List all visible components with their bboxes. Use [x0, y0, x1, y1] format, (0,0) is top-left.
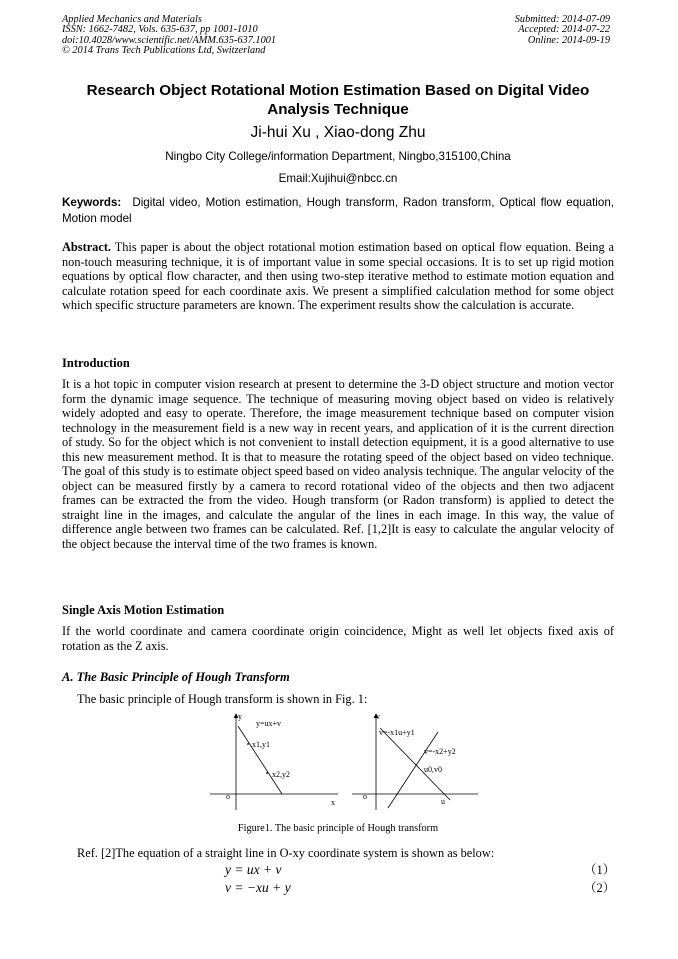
right-intersection-label: u0,v0 — [424, 765, 442, 774]
journal-name: Applied Mechanics and Materials — [62, 14, 202, 25]
hough-subsection-heading: A. The Basic Principle of Hough Transform — [62, 670, 290, 684]
online-date: Online: 2014-09-19 — [527, 34, 610, 46]
email: Email:Xujihui@nbcc.cn — [278, 172, 398, 185]
right-line1-label: v=-x1u+y1 — [379, 728, 415, 737]
left-line-label: y=ux+v — [256, 719, 282, 728]
copyright-line: © 2014 Trans Tech Publications Ltd, Switzerland — [62, 44, 266, 56]
right-x-label: u — [441, 797, 445, 806]
right-origin-label: o — [363, 792, 367, 801]
left-point1-label: x1,y1 — [252, 740, 270, 749]
hough-figure — [200, 708, 480, 816]
right-line-1 — [380, 728, 450, 800]
abstract-text: This paper is about the object rotational motion estimation based on optical flow equation. Being a non-touch measuring technique, it is of important value in some special occasions. It is to set up rigid motion equations by optical flow character, and then using two-step iterative method to estimate motion equation and calculate rotation speed for each coordinate axis. We present a simplified calculation method for some object which specific structure parameters are known. The experiment results show the calculation is accurate. — [62, 240, 614, 312]
introduction-text: It is a hot topic in computer vision research at present to determine the 3-D object structure and motion vector form the dynamic image sequence. The technique of measuring moving object based on video is relatively widely adopted and easy to operate. Therefore, the image measurement technique based on computer vision technology in the measurement field is a new way in recent years, and application of it is the current direction of study. So for the object which is not convenient to install detection equipment, it is a good alternative to use this new measurement method. It is that to measure the rotating speed of the object based on video technique. The goal of this study is to estimate object speed based on video analysis technique. The angular velocity of the object can be measured firstly by a camera to record rotational video of the objects and then two adjacent frames can be extracted the from the video. Hough transform (or Radon transform) is applied to detect the straight line in the images, and calculate the angular of the lines in each image. In this way, the value of difference angle between two frames can be calculated. Ref. [1,2]It is easy to calculate the angular velocity of the object because the interval time of the two frames is known. — [62, 377, 614, 551]
figure-caption: Figure1. The basic principle of Hough transform — [237, 823, 439, 834]
equation-1: y = ux + v — [225, 862, 282, 877]
equation-2: v = −xu + y — [225, 880, 291, 895]
figure-intro-text: The basic principle of Hough transform is shown in Fig. 1: — [77, 692, 368, 706]
left-line — [238, 726, 282, 794]
left-point-2 — [266, 772, 268, 774]
right-y-label: v — [376, 712, 380, 721]
equation-1-number: （1） — [584, 863, 616, 877]
left-x-label: x — [331, 798, 335, 807]
paper-title: Research Object Rotational Motion Estimation Based on Digital Video Analysis Technique — [86, 82, 590, 118]
accepted-date: Accepted: 2014-07-22 — [518, 24, 610, 36]
keywords-label: Keywords: — [62, 196, 122, 209]
abstract — [62, 240, 614, 313]
single-axis-heading: Single Axis Motion Estimation — [62, 603, 225, 617]
journal-header — [62, 15, 276, 56]
doi-line: doi:10.4028/www.scientific.net/AMM.635-637.1001 — [62, 34, 277, 46]
left-y-label: y — [238, 712, 242, 721]
abstract-label: Abstract. — [62, 240, 112, 254]
equation-2-number: （2） — [584, 881, 616, 895]
dates-header — [515, 15, 610, 46]
authors: Ji-hui Xu , Xiao-dong Zhu — [250, 124, 426, 141]
single-axis-text: If the world coordinate and camera coordinate origin coincidence, Might as well let objects fixed axis of rotation as the Z axis. — [62, 624, 614, 653]
affiliation: Ningbo City College/information Department, Ningbo,315100,China — [165, 150, 511, 163]
keywords-text: Digital video, Motion estimation, Hough transform, Radon transform, Optical flow equation, Motion model — [62, 196, 614, 225]
submitted-date: Submitted: 2014-07-09 — [514, 14, 610, 25]
keywords — [62, 195, 614, 226]
left-point2-label: x2,y2 — [272, 770, 290, 779]
ref-text: Ref. [2]The equation of a straight line in O-xy coordinate system is shown as below: — [77, 846, 495, 860]
left-origin-label: o — [226, 792, 230, 801]
issn-line: ISSN: 1662-7482, Vols. 635-637, pp 1001-1010 — [62, 24, 258, 36]
left-point-1 — [247, 743, 249, 745]
introduction-heading: Introduction — [62, 356, 130, 370]
right-line2-label: v=-x2+y2 — [424, 747, 456, 756]
